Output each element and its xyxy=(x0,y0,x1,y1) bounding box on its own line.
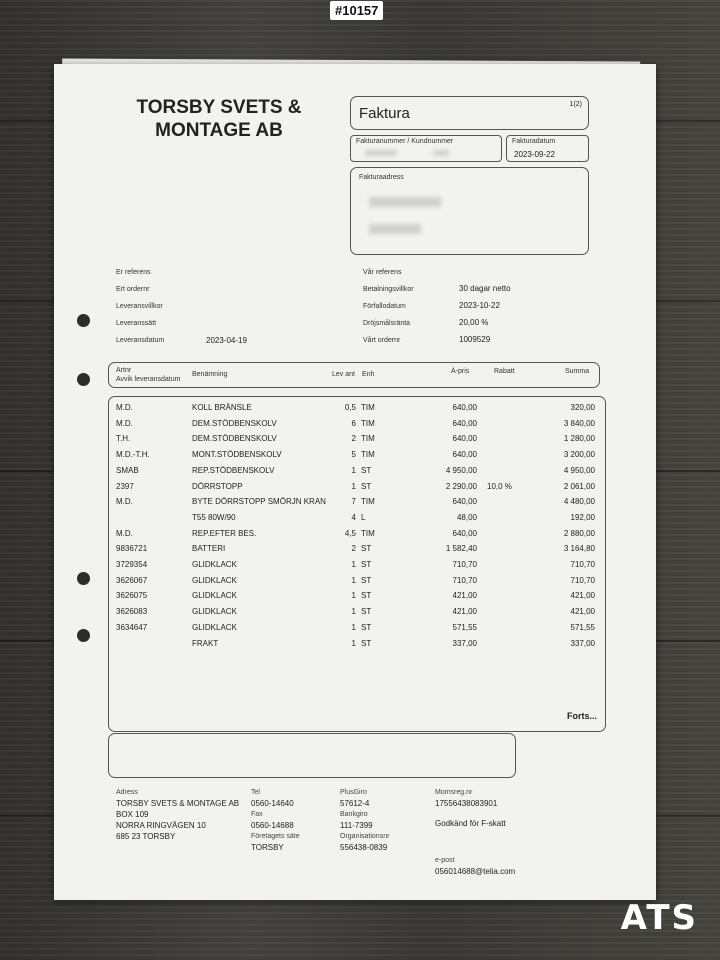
meta-value-forfallodatum: 2023-10-22 xyxy=(459,301,500,310)
invoice-title: Faktura xyxy=(359,105,410,122)
invoice-address-label: Fakturaadress xyxy=(359,174,404,181)
row-summa: 192,00 xyxy=(570,512,595,522)
row-enh: ST xyxy=(361,560,372,569)
row-apris: 48,00 xyxy=(456,512,477,522)
row-enh: TIM xyxy=(361,528,375,538)
row-artnr: 3626075 xyxy=(116,591,148,601)
footer-fskatt: Godkänd för F-skatt xyxy=(435,819,506,828)
row-benamning: T55 80W/90 xyxy=(192,512,236,522)
footer-tel-label: Tel xyxy=(251,789,260,796)
row-summa: 4 950,00 xyxy=(563,465,595,475)
row-levant: 7 xyxy=(351,497,356,507)
row-benamning: DÖRRSTOPP xyxy=(192,481,243,491)
row-artnr: 3626067 xyxy=(116,575,148,585)
footer-tel: 0560-14640 xyxy=(251,799,294,808)
row-levant: 1 xyxy=(351,607,356,617)
row-summa: 710,70 xyxy=(570,575,595,585)
redacted-number xyxy=(365,150,397,156)
row-artnr: 9836721 xyxy=(116,544,148,554)
footer-address-line: NORRA RINGVÄGEN 10 xyxy=(116,821,206,830)
footer-bankgiro-label: Bankgiro xyxy=(340,811,368,818)
footer-tax xyxy=(435,787,515,877)
invoice-date-label: Fakturadatum xyxy=(512,138,556,145)
row-apris: 640,00 xyxy=(452,497,477,507)
row-enh: TIM xyxy=(361,497,375,507)
footer-fax: 0560-14688 xyxy=(251,821,294,830)
row-levant: 1 xyxy=(351,591,356,601)
row-benamning: GLIDKLACK xyxy=(192,622,237,632)
row-summa: 2 880,00 xyxy=(563,528,595,538)
row-levant: 4 xyxy=(351,512,356,522)
row-apris: 337,00 xyxy=(452,638,477,648)
row-apris: 571,55 xyxy=(452,622,477,632)
row-artnr: M.D.-T.H. xyxy=(116,450,150,460)
row-enh: TIM xyxy=(361,403,375,412)
meta-label-leveranssatt: Leveranssätt xyxy=(116,320,157,327)
header-benamning: Benämning xyxy=(192,371,228,378)
row-summa: 571,55 xyxy=(570,622,595,632)
row-summa: 4 480,00 xyxy=(563,497,595,507)
row-summa: 421,00 xyxy=(570,591,595,601)
row-artnr: M.D. xyxy=(116,528,133,538)
row-enh: ST xyxy=(361,575,372,585)
footer-address xyxy=(116,787,239,842)
footer-moms-label: Momsreg.nr xyxy=(435,789,473,796)
row-summa: 2 061,00 xyxy=(563,481,595,491)
row-benamning: BYTE DÖRRSTOPP SMÖRJN KRAN xyxy=(192,497,326,507)
row-apris: 640,00 xyxy=(452,418,477,428)
invoice-address-box xyxy=(350,167,589,255)
footer-plusgiro-label: PlusGiro xyxy=(340,789,367,796)
row-levant: 1 xyxy=(351,638,356,648)
image-id-tag: #10157 xyxy=(330,1,383,20)
header-levant: Lev ant xyxy=(332,371,355,378)
row-enh: ST xyxy=(361,591,372,601)
footer-epost: 056014688@telia.com xyxy=(435,867,516,876)
invoice-date-box xyxy=(506,135,589,162)
row-artnr: SMAB xyxy=(116,465,139,475)
row-levant: 5 xyxy=(351,450,356,460)
header-artnr: Artnr xyxy=(116,367,132,374)
meta-label-vart-ordernr: Vårt ordernr xyxy=(363,337,401,344)
row-artnr: 3634647 xyxy=(116,622,148,632)
meta-value-drojsmalsranta: 20,00 % xyxy=(459,318,489,327)
row-levant: 6 xyxy=(351,418,356,428)
redacted-address-line xyxy=(369,197,441,207)
row-levant: 0,5 xyxy=(344,403,356,412)
row-levant: 1 xyxy=(351,465,356,475)
table-lines-box xyxy=(108,396,606,732)
row-benamning: REP.STÖDBENSKOLV xyxy=(192,465,275,475)
row-summa: 710,70 xyxy=(570,560,595,569)
footer-epost-label: e-post xyxy=(435,857,455,864)
row-enh: ST xyxy=(361,544,372,554)
row-enh: ST xyxy=(361,607,372,617)
message-box xyxy=(108,733,516,778)
footer-sate: TORSBY xyxy=(251,843,284,852)
meta-label-betalningsvillkor: Betalningsvillkor xyxy=(363,286,414,293)
footer-address-line: 685 23 TORSBY xyxy=(116,832,176,841)
invoice-title-box xyxy=(350,96,589,130)
invoice-number-box xyxy=(350,135,502,162)
row-apris: 421,00 xyxy=(452,591,477,601)
row-benamning: GLIDKLACK xyxy=(192,607,237,617)
invoice-sheet xyxy=(54,64,656,900)
header-avvik: Avvik leveransdatum xyxy=(116,376,181,383)
header-rabatt: Rabatt xyxy=(494,368,515,375)
meta-label-leveransdatum: Leveransdatum xyxy=(116,337,165,344)
row-apris: 640,00 xyxy=(452,403,477,412)
row-enh: TIM xyxy=(361,434,375,444)
meta-label-leveransvillkor: Leveransvillkor xyxy=(116,303,163,310)
table-header-box xyxy=(108,362,600,388)
row-artnr: 3729354 xyxy=(116,560,148,569)
row-levant: 2 xyxy=(351,434,356,444)
row-benamning: GLIDKLACK xyxy=(192,575,237,585)
row-enh: L xyxy=(361,512,366,522)
row-artnr: 2397 xyxy=(116,481,134,491)
punch-hole xyxy=(77,629,90,642)
row-benamning: MONT.STÖDBENSKOLV xyxy=(192,450,282,460)
meta-label-forfallodatum: Förfallodatum xyxy=(363,303,406,310)
row-apris: 1 582,40 xyxy=(445,544,477,554)
row-apris: 2 290,00 xyxy=(445,481,477,491)
row-benamning: KOLL BRÄNSLE xyxy=(192,403,252,412)
row-apris: 710,70 xyxy=(452,575,477,585)
footer-sate-label: Företagets säte xyxy=(251,833,300,840)
meta-label-ert-ordernr: Ert ordernr xyxy=(116,286,150,293)
row-levant: 1 xyxy=(351,622,356,632)
row-apris: 421,00 xyxy=(452,607,477,617)
punch-hole xyxy=(77,572,90,585)
row-summa: 3 200,00 xyxy=(563,450,595,460)
footer-orgnr-label: Organisationsnr xyxy=(340,833,390,840)
row-summa: 1 280,00 xyxy=(563,434,595,444)
meta-label-er-referens: Er referens xyxy=(116,269,151,276)
meta-value-leveransdatum: 2023-04-19 xyxy=(206,336,247,345)
row-levant: 1 xyxy=(351,560,356,569)
row-levant: 1 xyxy=(351,575,356,585)
row-enh: ST xyxy=(361,465,372,475)
row-artnr: M.D. xyxy=(116,497,133,507)
page-number: 1(2) xyxy=(569,101,582,108)
invoice-date: 2023-09-22 xyxy=(514,150,555,159)
row-enh: TIM xyxy=(361,418,375,428)
header-enh: Enh xyxy=(362,371,375,378)
meta-label-drojsmalsranta: Dröjsmålsränta xyxy=(363,320,411,327)
row-benamning: FRAKT xyxy=(192,638,219,648)
forts-label: Forts... xyxy=(566,711,597,721)
footer-plusgiro: 57612-4 xyxy=(340,799,370,808)
meta-label-var-referens: Vår referens xyxy=(363,269,402,276)
header-apris: À-pris xyxy=(451,368,470,375)
footer-moms: 17556438083901 xyxy=(435,799,498,808)
invoice-number-label: Fakturanummer / Kundnummer xyxy=(356,138,454,145)
row-enh: TIM xyxy=(361,450,375,460)
redacted-customer xyxy=(433,150,449,156)
row-benamning: DEM.STÖDBENSKOLV xyxy=(192,418,277,428)
row-benamning: GLIDKLACK xyxy=(192,560,237,569)
row-artnr: M.D. xyxy=(116,418,133,428)
footer-bankgiro: 111-7399 xyxy=(340,821,373,830)
row-apris: 4 950,00 xyxy=(445,465,477,475)
row-summa: 320,00 xyxy=(570,403,595,412)
row-artnr: M.D. xyxy=(116,403,133,412)
footer-contact xyxy=(251,787,300,853)
row-artnr: 3626083 xyxy=(116,607,148,617)
meta-value-betalningsvillkor: 30 dagar netto xyxy=(459,284,511,293)
footer-address-line: TORSBY SVETS & MONTAGE AB xyxy=(116,799,240,808)
header-summa: Summa xyxy=(565,368,590,375)
row-apris: 640,00 xyxy=(452,450,477,460)
footer-address-line: BOX 109 xyxy=(116,810,149,819)
ats-watermark: ATS xyxy=(620,898,698,938)
company-name: TORSBY SVETS & MONTAGE AB xyxy=(136,97,302,141)
row-levant: 4,5 xyxy=(344,528,356,538)
row-summa: 3 840,00 xyxy=(563,418,595,428)
footer-address-label: Adress xyxy=(116,789,138,796)
redacted-address-line xyxy=(369,224,421,234)
row-enh: ST xyxy=(361,481,372,491)
row-summa: 3 164,80 xyxy=(563,544,595,554)
row-rabatt: 10,0 % xyxy=(487,481,512,491)
row-levant: 1 xyxy=(351,481,356,491)
row-benamning: BATTERI xyxy=(192,544,226,554)
row-benamning: GLIDKLACK xyxy=(192,591,237,601)
footer-giro xyxy=(340,787,389,853)
row-summa: 421,00 xyxy=(570,607,595,617)
row-enh: ST xyxy=(361,638,372,648)
row-apris: 640,00 xyxy=(452,528,477,538)
row-apris: 640,00 xyxy=(452,434,477,444)
row-levant: 2 xyxy=(351,544,356,554)
row-apris: 710,70 xyxy=(452,560,477,569)
punch-hole xyxy=(77,314,90,327)
footer-fax-label: Fax xyxy=(251,811,263,818)
row-summa: 337,00 xyxy=(570,638,595,648)
row-benamning: DEM.STÖDBENSKOLV xyxy=(192,434,277,444)
meta-value-vart-ordernr: 1009529 xyxy=(459,335,491,344)
footer-orgnr: 556438-0839 xyxy=(340,843,388,852)
punch-hole xyxy=(77,373,90,386)
row-artnr: T.H. xyxy=(116,434,131,444)
row-enh: ST xyxy=(361,622,372,632)
row-benamning: REP.EFTER BES. xyxy=(192,528,257,538)
